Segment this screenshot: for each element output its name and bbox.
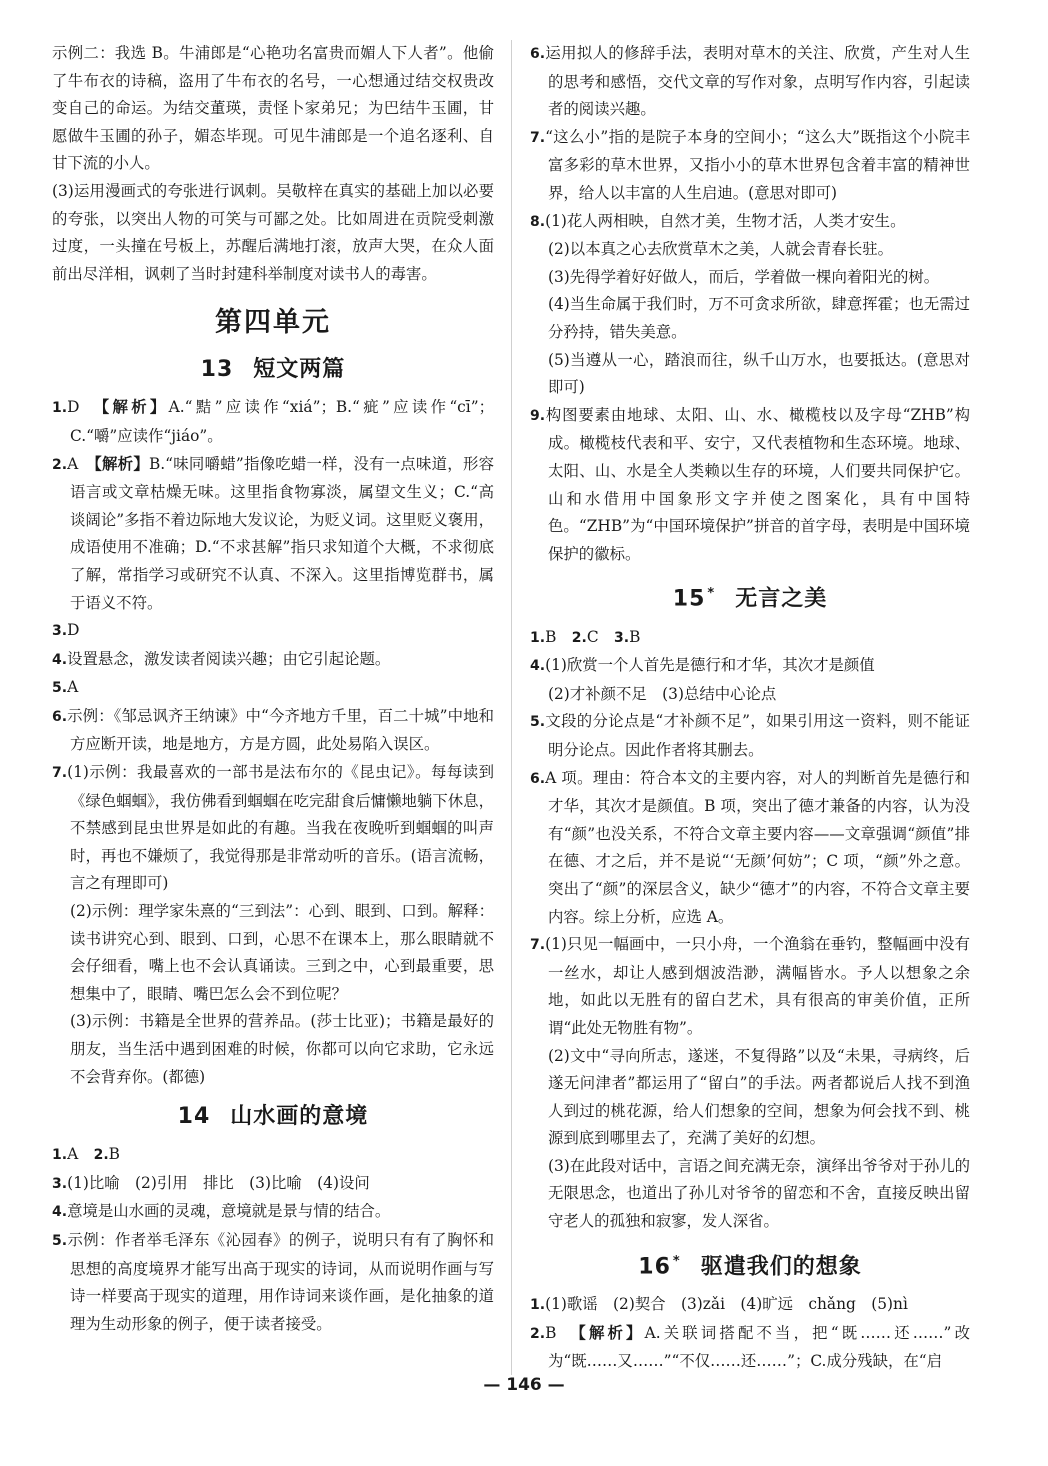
- answer-item: 8.(1)花人两相映，自然才美，生物才活，人类才安生。: [530, 211, 906, 230]
- intro-paragraph: 示例二：我选 B。牛浦郎是“心艳功名富贵而媚人下人者”。他偷了牛布衣的诗稿，盗用了牛布衣的名号，一心想通过结交权贵改变自己的命运。为结交董瑛，责怪卜家弟兄；为巴结牛玉圃，甘愿做牛玉圃的孙子，媚态毕现。可见牛浦郎是一个追名逐利、自甘下流的小人。: [52, 44, 494, 173]
- answer-subitem: (2)文中“寻向所志，遂迷，不复得路”以及“未果，寻病终，后遂无问津者”都运用了“留白”的手法。两者都说后人找不到渔人到过的桃花源，给人们想象的空间，想象为何会找不到、桃源到底到哪里去了，充满了美好的幻想。: [548, 1046, 970, 1148]
- right-column: [530, 40, 970, 1376]
- answer-item: 1.A 2.B: [52, 1145, 120, 1164]
- answer-subitem: (5)当遵从一心，踏浪而往，纵千山万水，也要抵达。(意思对即可): [548, 350, 970, 397]
- answer-subitem: (2)才补颜不足 (3)总结中心论点: [548, 684, 777, 703]
- answer-subitem: (2)以本真之心去欣赏草木之美，人就会青春长驻。: [548, 240, 894, 259]
- answer-item: 4.(1)欣赏一个人首先是德行和才华，其次才是颜值: [530, 656, 875, 675]
- unit-title: 第四单元: [215, 307, 331, 339]
- answer-item: 6.运用拟人的修辞手法，表明对草木的关注、欣赏，产生对人生的思考和感悟，交代文章的写作对象，点明写作内容，引起读者的阅读兴趣。: [530, 44, 970, 119]
- answer-item: 9.构图要素由地球、太阳、山、水、橄榄枝以及字母“ZHB”构成。橄榄枝代表和平、安宁，又代表植物和生态环境。地球、太阳、山、水是全人类赖以生存的环境，人们要共同保护它。山和水借用中国象形文字并使之图案化，具有中国特色。“ZHB”为“中国环境保护”拼音的首字母，表明是中国环境保护的徽标。: [530, 405, 970, 563]
- section-name: 山水画的意境: [230, 1104, 369, 1130]
- answer-item: 5.文段的分论点是“才补颜不足”，如果引用这一资料，则不能证明分论点。因此作者将其删去。: [530, 712, 970, 759]
- section-name: 无言之美: [735, 586, 828, 612]
- left-column: [52, 40, 494, 1338]
- answer-subitem: (2)示例：理学家朱熹的“三到法”：心到、眼到、口到。解释：读书讲究心到、眼到、口到，心思不在课本上，那么眼睛就不会仔细看，嘴上也不会认真诵读。三到之中，心到最重要，思想集中了，眼睛、嘴巴怎么会不到位呢？: [70, 902, 494, 1003]
- answer-item: 7.(1)示例：我最喜欢的一部书是法布尔的《昆虫记》。每每读到《绿色蝈蝈》，我仿佛看到蝈蝈在吃完甜食后慵懒地躺下休息，不禁感到昆虫世界是如此的有趣。当我在夜晚听到蝈蝈的叫声时，再也不嫌烦了，我觉得那是非常动听的音乐。(语言流畅，言之有理即可): [52, 763, 494, 893]
- intro-paragraph: (3)运用漫画式的夸张进行讽刺。吴敬梓在真实的基础上加以必要的夸张，以突出人物的可笑与可鄙之处。比如周进在贡院受刺激过度，一头撞在号板上，苏醒后满地打滚，放声大哭，在众人面前出尽洋相，讽刺了当时封建科举制度对读书人的毒害。: [52, 181, 494, 283]
- answer-item: 1.B 2.C 3.B: [530, 627, 641, 646]
- section-name: 短文两篇: [253, 357, 346, 383]
- answer-subitem: (4)当生命属于我们时，万不可贪求所欲，肆意挥霍；也无需过分矜持，错失美意。: [548, 295, 970, 341]
- section-title-15: [530, 578, 970, 615]
- answer-item: 2.A 【解析】B.“味同嚼蜡”指像吃蜡一样，没有一点味道，形容语言或文章枯燥无味。这里指食物寡淡，属望文生义；C.“高谈阔论”多指不着边际地大发议论，为贬义词。这里贬义褒用，成语使用不准确；D.“不求甚解”指只求知道个大概，不求彻底了解，常指学习或研究不认真、不深入。这里指博览群书，属于语义不符。: [52, 454, 494, 612]
- column-divider: [511, 40, 512, 1375]
- answer-item: 4.设置悬念，激发读者阅读兴趣；由它引起论题。: [52, 649, 391, 668]
- answer-subitem: (3)示例：书籍是全世界的营养品。(莎士比亚)；书籍是最好的朋友，当生活中遇到困难的时候，你都可以向它求助，它永远不会背弃你。(都德): [70, 1012, 494, 1086]
- star-mark: *: [707, 586, 716, 602]
- section-number: 13: [200, 357, 234, 383]
- page-number: — 146 —: [483, 1375, 565, 1395]
- answer-item: 5.示例：作者举毛泽东《沁园春》的例子，说明只有有了胸怀和思想的高度境界才能写出高于现实的诗词，从而说明作画与写诗一样要高于现实的道理，用作诗词来谈作画，是化抽象的道理为生动形象的例子，便于读者接受。: [52, 1230, 494, 1333]
- answer-item: 6.示例：《邹忌讽齐王纳谏》中“今齐地方千里，百二十城”中地和方应断开读，地是地方，方是方圆，此处易陷入误区。: [52, 706, 494, 754]
- answer-item: 1.D 【解析】A.“黠”应读作“xiá”；B.“疵”应读作“cī”；C.“嚼”应读作“jiáo”。: [52, 398, 494, 445]
- answer-item: 2.B 【解析】A.关联词搭配不当，把“既……还……”改为“既……又……”“不仅……还……”；C.成分残缺，在“启: [530, 1323, 970, 1371]
- section-number: 16: [638, 1254, 671, 1279]
- answer-item: 6.A 项。理由：符合本文的主要内容，对人的判断首先是德行和才华，其次才是颜值。B 项，突出了德才兼备的内容，认为没有“颜”也没关系，不符合文章主要内容——文章强调“颜值”排在德、才之后，并不是说“‘无颜’何妨”；C 项，“颜”外之意。突出了“颜”的深层含义，缺少“德才”的内容，不符合文章主要内容。综上分析，应选 A。: [530, 768, 970, 926]
- answer-subitem: (3)在此段对话中，言语之间充满无奈，演绎出爷爷对于孙儿的无限思念，也道出了孙儿对爷爷的留恋和不舍，直接反映出留守老人的孤独和寂寥，发人深省。: [548, 1156, 970, 1231]
- section-number: 15: [672, 586, 706, 612]
- answer-item: 3.(1)比喻 (2)引用 排比 (3)比喻 (4)设问: [52, 1173, 370, 1192]
- answer-item: 4.意境是山水画的灵魂，意境就是景与情的结合。: [52, 1202, 391, 1221]
- answer-item: 5.A: [52, 678, 79, 697]
- section-title-14: [52, 1101, 494, 1133]
- section-number: 14: [177, 1104, 211, 1130]
- answer-item: 1.(1)歌谣 (2)契合 (3)zǎi (4)旷远 chǎng (5)nì: [530, 1295, 908, 1313]
- answer-item: 7.“这么小”指的是院子本身的空间小；“这么大”既指这个小院丰富多彩的草木世界，又指小小的草木世界包含着丰富的精神世界，给人以丰富的人生启迪。(意思对即可): [530, 127, 970, 202]
- star-mark: *: [672, 1253, 681, 1269]
- answer-subitem: (3)先得学着好好做人，而后，学着做一棵向着阳光的树。: [548, 267, 940, 286]
- section-title-13: [52, 354, 494, 386]
- section-name: 驱遣我们的想象: [700, 1254, 862, 1279]
- answer-item: 7.(1)只见一幅画中，一只小舟，一个渔翁在垂钓，整幅画中没有一丝水，却让人感到烟波浩渺，满幅皆水。予人以想象之余地，如此以无胜有的留白艺术，具有很高的审美价值，正所谓“此处无物胜有物”。: [530, 935, 970, 1037]
- section-title-16: [530, 1246, 970, 1283]
- answer-item: 3.D: [52, 621, 80, 640]
